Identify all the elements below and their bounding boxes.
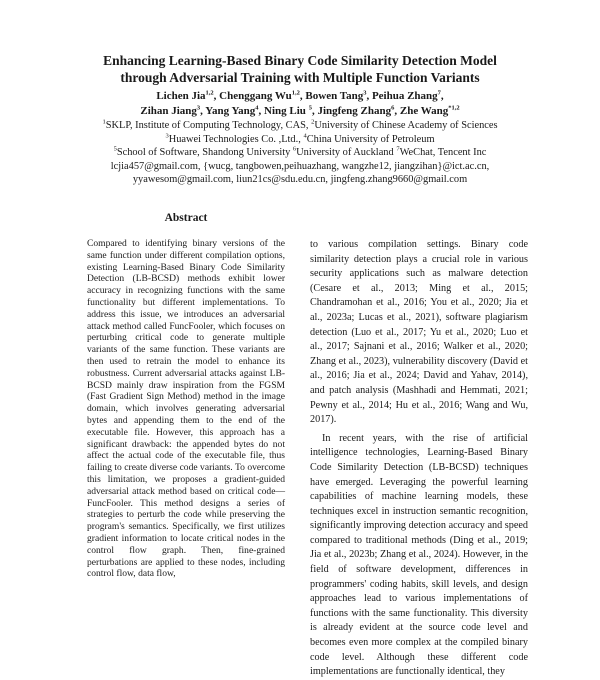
author-sup: 3 — [363, 89, 367, 97]
author-sup: 5 — [308, 104, 312, 112]
author-sup: 1,2 — [205, 89, 214, 97]
affil-sup: 4 — [303, 132, 307, 140]
affil-sup: 2 — [311, 118, 315, 126]
abstract-body — [87, 238, 285, 580]
author-name: Lichen Jia — [156, 90, 206, 102]
email-line-2: yyawesom@gmail.com, liun21cs@sdu.edu.cn, jingfeng.zhang9660@gmail.com — [132, 174, 468, 186]
author-name: Zhe Wang — [399, 105, 449, 117]
affil-sup: 6 — [292, 145, 297, 153]
intro-paragraph-2: In recent years, with the rise of artificial intelligence technologies, Learning-Based Binary Code Similarity Detection (LB-BCSD) techniques have emerged. Leveraging the powerful learning capabilities of machine learning models, these techniques excel in instruction semantic recognition, significantly improving detection accuracy and speed compared to traditional methods (Ding et al., 2019; Jia et al., 2023b; Zhang et al., 2024). However, in the field of software development, differences in programmers' coding habits, skill levels, and design approaches lead to various implementations of functions with the same functionality. This diversity is already evident at the source code level and becomes even more complex at the compiled binary code level. Although these different code implementations are functionally identical, they — [310, 432, 528, 678]
affil-text: Huawei Technologies Co. ,Ltd., — [168, 133, 301, 145]
author-sup: *1,2 — [448, 104, 460, 112]
intro-column — [310, 238, 528, 680]
author-name: Jingfeng Zhang — [317, 105, 392, 117]
affiliations — [0, 119, 600, 187]
affil-sup: 3 — [165, 132, 169, 140]
affil-text: SKLP, Institute of Computing Technology, CAS, — [105, 120, 309, 131]
author-name: Zihan Jiang — [140, 105, 197, 117]
author-sup: 1,2 — [291, 89, 300, 97]
affil-text: School of Software, Shandong University — [116, 147, 291, 159]
affil-sup: 1 — [102, 118, 106, 126]
author-name: Bowen Tang — [305, 90, 364, 102]
intro-paragraph-1: to various compilation settings. Binary code similarity detection plays a crucial role in various security applications such as malware detection (Cesare et al., 2013; Ming et al., 2015; Chandramohan et al., 2016; You et al., 2020; Jia et al., 2023a; Lucas et al., 2021), software plagiarism detection (Luo et al., 2017; Yu et al., 2020; Luo et al., 2017; Sajnani et al., 2016; Walker et al., 2020; Zhang et al., 2023), vulnerability discovery (David et al., 2016; Jia et al., 2024; David and Yahav, 2014), and patch analysis (Mashhadi and Hemmati, 2021; Pewny et al., 2014; Hu et al., 2016; Wang and Wu, 2017). — [310, 239, 528, 426]
author-line-2: Zihan Jiang$^3$, Yang Yang$^4$, Ning Liu $^5$, Jingfeng Zhang$^6$, Zhe Wang$^{*1,2}$ — [140, 104, 460, 117]
author-list — [0, 89, 600, 119]
author-sup: 3 — [196, 104, 201, 112]
title-line-2: through Adversarial Training with Multiple Function Variants — [120, 70, 480, 85]
author-sup: 6 — [391, 104, 395, 112]
abstract-heading: Abstract — [164, 212, 208, 224]
author-line-1: Lichen Jia$^{1,2}$, Chenggang Wu$^{1,2}$, Bowen Tang$^3$, Peihua Zhang$^7$, — [156, 89, 444, 102]
abstract-paragraph: Compared to identifying binary versions of the same function under different compilation options, existing Learning-Based Binary Code Similarity Detection (LB-BCSD) methods exhibit lower accuracy in recognizing functions with the same functionality but different implementations. To address this issue, we introduces an adversarial attack method called FuncFooler, which focuses on perturbing critical code to generate multiple variants of the same function. These variants are then used to retrain the model to enhance its robustness. Current adversarial attacks against LB-BCSD mainly draw inspiration from the FGSM (Fast Gradient Sign Method) method in the image domain, which involves generating adversarial bytes and appending them to the end of the executable file. However, this approach has a significant drawback: the appended bytes do not affect the actual code of the executable file, thus failing to create diverse code variants. To overcome this limitation, we proposes a gradient-guided adversarial attack method based on critical code—FuncFooler. This method designs a series of strategies to perturb the code while preserving the program's semantics. Specifically, we first utilizes gradient information to locate critical nodes in the control flow graph. Then, fine-grained perturbations are applied to these nodes, including control flow, data flow, — [87, 238, 285, 580]
affil-text: University of Chinese Academy of Sciences — [314, 120, 498, 131]
author-sup: 7 — [437, 89, 441, 97]
paper-header — [0, 52, 600, 187]
author-name: Yang Yang — [205, 105, 256, 117]
affiliation-line-1 — [0, 119, 600, 133]
affil-text: China University of Petroleum — [306, 133, 435, 145]
author-name: Peihua Zhang — [371, 90, 438, 102]
author-name: Chenggang Wu — [219, 90, 292, 102]
affil-text: WeChat, Tencent Inc — [399, 147, 487, 159]
affil-sup: 7 — [396, 145, 400, 153]
affiliation-line-3 — [0, 146, 600, 160]
affiliation-line-2 — [0, 133, 600, 147]
paper-title — [0, 52, 600, 86]
email-line-1: lcjia457@gmail.com, {wucg, tangbowen,peihuazhang, wangzhe12, jiangzihan}@ict.ac.cn, — [110, 160, 490, 172]
author-sup: 4 — [255, 104, 259, 112]
author-name: Ning Liu — [264, 105, 306, 117]
affil-sup: 5 — [113, 145, 117, 153]
affil-text: University of Auckland — [296, 147, 394, 159]
title-line-1: Enhancing Learning-Based Binary Code Similarity Detection Model — [103, 53, 497, 68]
